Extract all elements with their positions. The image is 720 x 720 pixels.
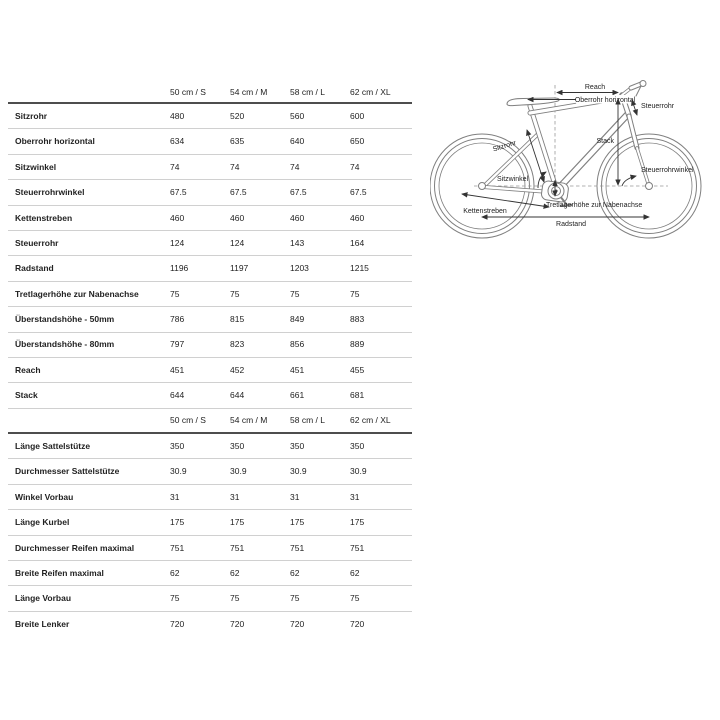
diagram-label-sitzwinkel: Sitzwinkel (497, 176, 529, 183)
diagram-label-tretlagerhoehe: Tretlagerhöhe zur Nabenachse (546, 202, 643, 209)
cell-value: 661 (290, 390, 305, 401)
row-label: Stack (15, 390, 38, 401)
kettenstreben-arrow (462, 194, 549, 207)
steuerrohrwinkel-arc (622, 176, 636, 186)
table-row (8, 307, 412, 332)
stem-and-handlebar (622, 81, 646, 97)
cell-value: 30.9 (170, 466, 187, 477)
column-header-l: 58 cm / L (290, 415, 325, 426)
table-row (8, 612, 412, 637)
table-row (8, 206, 412, 231)
table-row (8, 155, 412, 180)
cell-value: 30.9 (230, 466, 247, 477)
cell-value: 62 (350, 567, 360, 578)
cell-value: 30.9 (350, 466, 367, 477)
table-row (8, 434, 412, 459)
row-label: Länge Kurbel (15, 517, 70, 528)
column-header-s: 50 cm / S (170, 86, 206, 97)
table-row (8, 536, 412, 561)
row-label: Kettenstreben (15, 212, 73, 223)
cell-value: 883 (350, 314, 365, 325)
column-header-l: 58 cm / L (290, 86, 325, 97)
cell-value: 164 (350, 237, 365, 248)
cell-value: 460 (290, 212, 305, 223)
components-section (8, 409, 412, 638)
cell-value: 75 (170, 288, 180, 299)
cell-value: 520 (230, 110, 245, 121)
table-row (8, 231, 412, 256)
cell-value: 644 (170, 390, 185, 401)
cell-value: 751 (290, 542, 305, 553)
row-label: Oberrohr horizontal (15, 136, 95, 147)
row-label: Durchmesser Reifen maximal (15, 542, 135, 553)
cell-value: 31 (350, 491, 360, 502)
table-row (8, 129, 412, 154)
cell-value: 451 (170, 364, 185, 375)
cell-value: 889 (350, 339, 365, 350)
cell-value: 460 (170, 212, 185, 223)
cell-value: 600 (350, 110, 365, 121)
column-header-xl: 62 cm / XL (350, 415, 391, 426)
cell-value: 75 (350, 593, 360, 604)
cell-value: 650 (350, 136, 365, 147)
column-header-m: 54 cm / M (230, 86, 268, 97)
cell-value: 460 (350, 212, 365, 223)
diagram-label-reach: Reach (584, 84, 606, 91)
cell-value: 815 (230, 314, 245, 325)
cell-value: 75 (170, 593, 180, 604)
cell-value: 350 (290, 441, 305, 452)
table-row (8, 282, 412, 307)
table-row (8, 256, 412, 281)
table-row (8, 586, 412, 611)
cell-value: 31 (230, 491, 240, 502)
table-row (8, 459, 412, 484)
cell-value: 124 (170, 237, 185, 248)
cell-value: 751 (230, 542, 245, 553)
cell-value: 856 (290, 339, 305, 350)
diagram-label-steuerrohrwinkel: Steuerrohrwinkel (641, 167, 694, 174)
column-header-m: 54 cm / M (230, 415, 268, 426)
column-header-s: 50 cm / S (170, 415, 206, 426)
cell-value: 644 (230, 390, 245, 401)
cell-value: 67.5 (350, 187, 367, 198)
cell-value: 634 (170, 136, 185, 147)
cell-value: 175 (230, 517, 245, 528)
row-label: Radstand (15, 263, 54, 274)
cell-value: 350 (170, 441, 185, 452)
table-header-row (8, 82, 412, 104)
cell-value: 30.9 (290, 466, 307, 477)
table-row (8, 383, 412, 408)
cell-value: 74 (350, 161, 360, 172)
cell-value: 849 (290, 314, 305, 325)
cell-value: 74 (230, 161, 240, 172)
cell-value: 720 (350, 619, 365, 630)
cell-value: 1196 (170, 263, 189, 274)
row-label: Durchmesser Sattelstütze (15, 466, 120, 477)
cell-value: 62 (230, 567, 240, 578)
bike-geometry-diagram (430, 55, 720, 265)
row-label: Steuerrohrwinkel (15, 187, 85, 198)
cell-value: 786 (170, 314, 185, 325)
table-row (8, 333, 412, 358)
cell-value: 67.5 (290, 187, 307, 198)
row-label: Länge Sattelstütze (15, 441, 91, 452)
cell-value: 1215 (350, 263, 369, 274)
diagram-label-sitzrohr: Sitzrohr (492, 139, 518, 154)
cell-value: 681 (350, 390, 365, 401)
row-label: Überstandshöhe - 80mm (15, 339, 115, 350)
row-label: Sitzrohr (15, 110, 48, 121)
row-label: Reach (15, 364, 41, 375)
row-label: Steuerrohr (15, 237, 59, 248)
cell-value: 75 (230, 593, 240, 604)
cell-value: 751 (170, 542, 185, 553)
cell-value: 67.5 (230, 187, 247, 198)
row-label: Länge Vorbau (15, 593, 72, 604)
table-row (8, 104, 412, 129)
cell-value: 175 (170, 517, 185, 528)
table-row (8, 510, 412, 535)
diagram-label-stack: Stack (596, 138, 614, 145)
cell-value: 460 (230, 212, 245, 223)
cell-value: 452 (230, 364, 245, 375)
row-label: Sitzwinkel (15, 161, 57, 172)
geometry-table (8, 82, 412, 637)
cell-value: 350 (350, 441, 365, 452)
cell-value: 74 (290, 161, 300, 172)
cell-value: 560 (290, 110, 305, 121)
cell-value: 75 (230, 288, 240, 299)
diagram-label-steuerrohr: Steuerrohr (641, 103, 675, 110)
cell-value: 175 (350, 517, 365, 528)
cell-value: 124 (230, 237, 245, 248)
cell-value: 1203 (290, 263, 309, 274)
cell-value: 143 (290, 237, 305, 248)
cell-value: 720 (230, 619, 245, 630)
cell-value: 797 (170, 339, 185, 350)
cell-value: 31 (290, 491, 300, 502)
cell-value: 1197 (230, 263, 249, 274)
cell-value: 62 (170, 567, 180, 578)
cell-value: 75 (290, 593, 300, 604)
diagram-label-oberrohr: Oberrohr horizontal (574, 97, 636, 104)
row-label: Tretlagerhöhe zur Nabenachse (15, 288, 139, 299)
cell-value: 720 (290, 619, 305, 630)
table-row (8, 180, 412, 205)
cell-value: 751 (350, 542, 365, 553)
diagram-label-kettenstreben: Kettenstreben (463, 208, 507, 215)
cell-value: 640 (290, 136, 305, 147)
table-row (8, 358, 412, 383)
cell-value: 75 (290, 288, 300, 299)
cell-value: 62 (290, 567, 300, 578)
rear-axle (479, 183, 486, 190)
cell-value: 350 (230, 441, 245, 452)
cell-value: 67.5 (170, 187, 187, 198)
row-label: Überstandshöhe - 50mm (15, 314, 115, 325)
cell-value: 720 (170, 619, 185, 630)
cell-value: 480 (170, 110, 185, 121)
table-row (8, 561, 412, 586)
frame-geometry-section (8, 82, 412, 409)
cell-value: 175 (290, 517, 305, 528)
cell-value: 75 (350, 288, 360, 299)
cell-value: 635 (230, 136, 245, 147)
row-label: Breite Lenker (15, 619, 70, 630)
table-header-row (8, 409, 412, 434)
cell-value: 31 (170, 491, 180, 502)
cell-value: 823 (230, 339, 245, 350)
diagram-label-radstand: Radstand (556, 221, 586, 228)
cell-value: 455 (350, 364, 365, 375)
row-label: Breite Reifen maximal (15, 567, 104, 578)
cell-value: 74 (170, 161, 180, 172)
row-label: Winkel Vorbau (15, 491, 74, 502)
front-axle (646, 183, 653, 190)
column-header-xl: 62 cm / XL (350, 86, 391, 97)
table-row (8, 485, 412, 510)
cell-value: 451 (290, 364, 305, 375)
